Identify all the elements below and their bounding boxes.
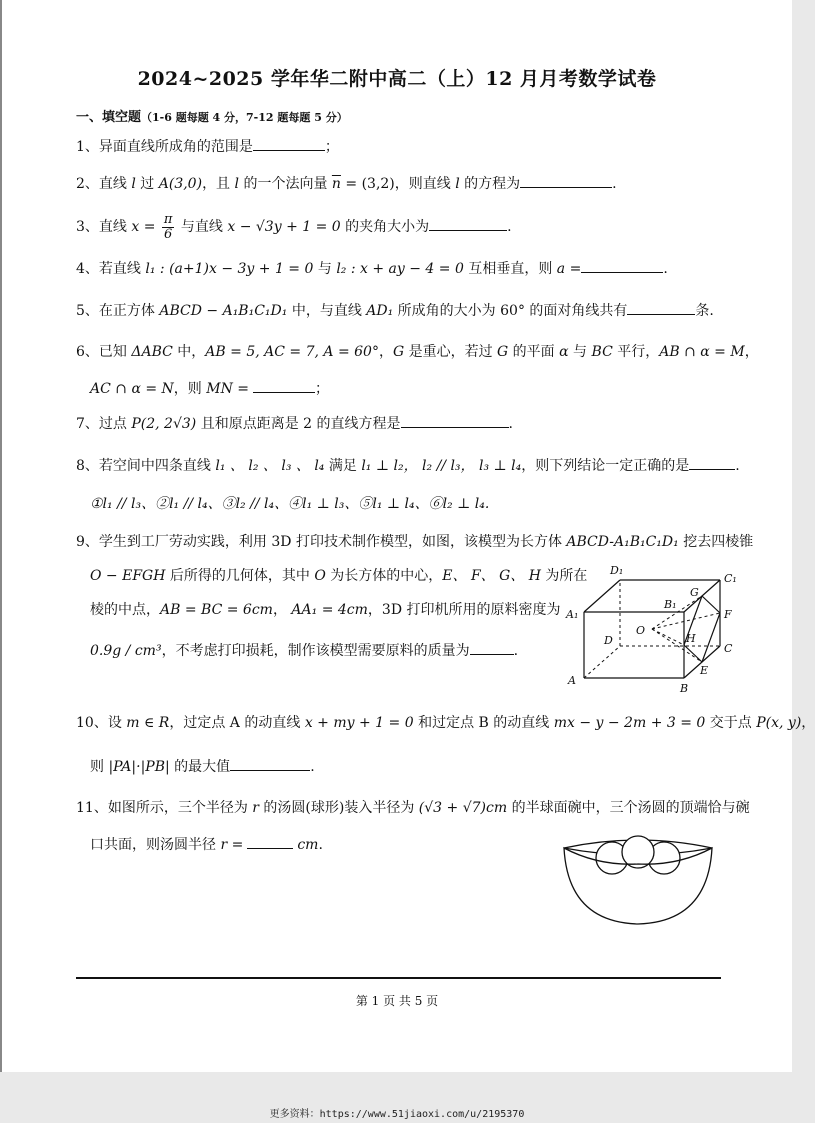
q9-text-f: 棱的中点， — [90, 602, 160, 618]
footer-rule — [76, 977, 721, 979]
answer-blank-6 — [253, 378, 315, 393]
edge-a1d1 — [584, 580, 620, 612]
answer-blank-3 — [429, 216, 507, 231]
question-5 — [76, 300, 714, 321]
q3-equals: = — [139, 219, 160, 235]
answer-blank-1 — [253, 136, 325, 151]
question-10-line-1 — [76, 713, 815, 733]
q9-text-i: ，不考虑打印损耗，制作该模型需要原料的质量为 — [161, 643, 470, 659]
q2-line-l: l — [131, 176, 136, 192]
q7-text-b: 且和原点距离是 2 的直线方程是 — [196, 416, 401, 432]
q10-text-f: 则 — [90, 759, 109, 775]
q2-line-l-3: l — [455, 176, 460, 192]
q8-text-a: 8、若空间中四条直线 — [76, 458, 216, 474]
q8-text-c: ，则下列结论一定正确的是 — [521, 458, 690, 474]
q10-text-c: 和过定点 B 的动直线 — [413, 715, 554, 731]
q10-m: m ∈ R — [126, 715, 170, 731]
q6-triangle: ΔABC — [131, 344, 173, 360]
q11-radius: (√3 + √7)cm — [418, 800, 508, 816]
label-f: F — [724, 608, 732, 621]
edge-ad-hidden — [584, 646, 620, 678]
edge-fg — [702, 596, 720, 613]
label-c: C — [724, 642, 733, 655]
q9-end: . — [513, 643, 519, 659]
label-h: H — [686, 632, 696, 645]
q3-text-c: 的夹角大小为 — [340, 219, 430, 235]
exam-title: 2024~2025 学年华二附中高二（上）12 月月考数学试卷 — [137, 68, 657, 90]
q2-point-a: A(3,0) — [158, 176, 203, 192]
q3-end: . — [507, 219, 512, 235]
q10-point: P(x, y) — [756, 715, 802, 731]
answer-blank-11 — [247, 834, 293, 849]
q6-given: AB = 5, AC = 7, A = 60° — [205, 344, 379, 360]
q4-end: . — [663, 261, 668, 277]
q4-line-l1: l₁ : (a+1)x − 3y + 1 = 0 — [145, 261, 314, 277]
section-heading — [76, 106, 348, 125]
question-7 — [76, 413, 513, 434]
q3-line-expr: x − √3y + 1 = 0 — [227, 219, 341, 235]
question-9-line-3 — [76, 600, 561, 620]
q6-bc: BC — [591, 344, 613, 360]
source-note: 更多资料：https://www.51jiaoxi.com/u/2195370 — [269, 1109, 525, 1120]
question-1-end: ； — [324, 139, 339, 155]
q10-text-g: 的最大值 — [169, 759, 231, 775]
q10-text-d: 交于点 — [705, 715, 757, 731]
q10-eq-1: x + my + 1 = 0 — [304, 715, 414, 731]
answer-blank-4 — [581, 258, 663, 273]
label-c1: C₁ — [724, 572, 737, 585]
q10-text-a: 10、设 — [76, 715, 127, 731]
q4-text-a: 4、若直线 — [76, 261, 146, 277]
section-note: （1-6 题每题 4 分，7-12 题每题 5 分） — [141, 111, 348, 124]
question-8-options — [76, 494, 489, 514]
q2-line-l-2: l — [234, 176, 239, 192]
q5-line-ad1: AD₁ — [366, 303, 394, 319]
question-8 — [76, 455, 740, 476]
q11-r-eq: r = — [220, 837, 244, 853]
q2-end: . — [612, 176, 617, 192]
q3-text-b: 与直线 — [176, 219, 228, 235]
q6-text-g: 平行， — [612, 344, 660, 360]
q7-point: P(2, 2√3) — [131, 416, 197, 432]
q4-text-c: 互相垂直，则 — [463, 261, 557, 277]
q5-text-a: 5、在正方体 — [76, 303, 160, 319]
q10-end: . — [310, 759, 315, 775]
question-1-text: 1、异面直线所成角的范围是 — [76, 139, 253, 155]
q9-text-d: 为长方体的中心， — [325, 568, 443, 584]
label-b: B — [680, 682, 689, 695]
q9-text-h: ，3D 打印机所用的原料密度为 — [367, 602, 561, 618]
q5-end: 条. — [695, 303, 714, 319]
q7-text-a: 7、过点 — [76, 416, 132, 432]
q6-text-d: 是重心，若过 — [404, 344, 498, 360]
q3-fraction — [162, 213, 175, 242]
bowl-figure — [558, 832, 718, 932]
q4-var-a: a = — [556, 261, 582, 277]
question-9-line-1 — [76, 532, 753, 552]
question-9-line-2 — [76, 566, 587, 586]
question-1 — [76, 136, 339, 157]
q4-line-l2: l₂ : x + ay − 4 = 0 — [336, 261, 464, 277]
answer-blank-9 — [470, 640, 514, 655]
q6-g: G — [392, 344, 405, 360]
q5-text-b: 中，与直线 — [287, 303, 367, 319]
q9-o: O — [314, 568, 326, 584]
answer-blank-8 — [689, 455, 735, 470]
q8-lines: l₁ 、 l₂ 、 l₃ 、 l₄ — [215, 458, 325, 474]
q9-text-b: 挖去四棱锥 — [678, 534, 754, 550]
q6-text-b: 中， — [172, 344, 206, 360]
q11-text-b: 的汤圆(球形)装入半径为 — [258, 800, 419, 816]
q6-text-e: 的平面 — [508, 344, 560, 360]
q3-frac-den: 6 — [164, 226, 173, 242]
q8-cond: l₁ ⊥ l₂， l₂ // l₃， l₃ ⊥ l₄ — [361, 458, 522, 474]
q11-text-a: 11、如图所示，三个半径为 — [76, 800, 253, 816]
question-3 — [76, 211, 512, 243]
answer-blank-2 — [520, 173, 612, 188]
q6-end: ； — [315, 381, 330, 397]
q6-inter-1: AB ∩ α = M — [659, 344, 745, 360]
q10-expr: |PA|·|PB| — [108, 759, 170, 775]
label-b1: B₁ — [664, 598, 677, 611]
q9-density: 0.9g / cm³ — [90, 643, 162, 659]
q2-text-b: 过 — [135, 176, 159, 192]
q11-unit: cm — [297, 837, 319, 853]
q11-r: r — [252, 800, 259, 816]
question-9-line-4 — [76, 640, 518, 661]
tangyuan-middle — [622, 836, 654, 868]
section-label: 一、填空题 — [76, 110, 142, 125]
q2-text-d: 的一个法向量 — [239, 176, 332, 192]
q6-alpha: α — [559, 344, 569, 360]
q7-end: . — [508, 416, 513, 432]
q9-text-a: 9、学生到工厂劳动实践，利用 3D 打印技术制作模型，如图，该模型为长方体 — [76, 534, 567, 550]
label-o: O — [636, 624, 646, 637]
q2-text-f: 的方程为 — [459, 176, 521, 192]
q6-g-2: G — [497, 344, 509, 360]
q3-frac-num: π — [163, 211, 173, 227]
question-6-line-2 — [76, 378, 329, 399]
question-10-line-2 — [76, 756, 315, 777]
q10-text-e: ， — [801, 715, 815, 731]
cuboid-figure — [560, 560, 740, 700]
label-d1: D₁ — [610, 564, 624, 577]
q9-dims: AB = BC = 6cm — [160, 602, 273, 618]
q11-end: . — [318, 837, 323, 853]
q6-text-a: 6、已知 — [76, 344, 132, 360]
question-11-line-2 — [76, 834, 323, 855]
q9-text-c: 后所得的几何体，其中 — [165, 568, 315, 584]
q3-text-a: 3、直线 — [76, 219, 132, 235]
question-4 — [76, 258, 668, 279]
label-e: E — [700, 664, 709, 677]
q11-text-c: 的半球面碗中，三个汤圆的顶端恰与碗 — [507, 800, 750, 816]
edge-he — [684, 645, 702, 662]
q2-normal-vector: $\overline{n}$ — [331, 176, 341, 192]
question-11-line-1 — [76, 798, 750, 818]
q9-text-e: 为所在 — [540, 568, 588, 584]
q6-inter-2: AC ∩ α = N — [90, 381, 174, 397]
q6-text-h: ， — [744, 344, 759, 360]
q10-text-b: ，过定点 A 的动直线 — [169, 715, 305, 731]
q9-efgh: E、 F、 G、 H — [442, 568, 541, 584]
q5-cube: ABCD − A₁B₁C₁D₁ — [159, 303, 288, 319]
q11-text-d: 口共面，则汤圆半径 — [90, 837, 221, 853]
q2-text-c: ，且 — [202, 176, 235, 192]
label-g: G — [690, 586, 699, 599]
answer-blank-7 — [401, 413, 509, 428]
q9-pyramid: O − EFGH — [90, 568, 166, 584]
q2-text-e: = (3,2)，则直线 — [340, 176, 456, 192]
q8-end: . — [735, 458, 740, 474]
q8-text-b: 满足 — [324, 458, 362, 474]
question-6-line-1 — [76, 342, 759, 362]
edge-oh-hidden — [652, 629, 684, 645]
q2-text-a: 2、直线 — [76, 176, 132, 192]
q9-text-g: ， — [272, 602, 292, 618]
q6-text-i: ，则 — [173, 381, 207, 397]
q4-text-b: 与 — [313, 261, 337, 277]
label-a1: A₁ — [566, 608, 579, 621]
answer-blank-10 — [230, 756, 310, 771]
q8-options-text: ①l₁ // l₃、②l₁ // l₄、③l₂ // l₄、④l₁ ⊥ l₃、⑤l₁ ⊥ l₄、⑥l₂ ⊥ l₄. — [90, 496, 490, 512]
q9-box: ABCD-A₁B₁C₁D₁ — [566, 534, 679, 550]
q6-text-c: ， — [378, 344, 393, 360]
q9-aa1: AA₁ = 4cm — [291, 602, 368, 618]
q6-mn: MN = — [206, 381, 250, 397]
q6-text-f: 与 — [568, 344, 592, 360]
answer-blank-5 — [627, 300, 695, 315]
q5-text-c: 所成角的大小为 60° 的面对角线共有 — [393, 303, 628, 319]
question-2 — [76, 173, 617, 194]
label-d: D — [604, 634, 613, 647]
q10-eq-2: mx − y − 2m + 3 = 0 — [553, 715, 706, 731]
page-number: 第 1 页 共 5 页 — [355, 994, 439, 1008]
q3-var-x: x — [131, 219, 140, 235]
edge-of-hidden — [652, 613, 720, 629]
label-a: A — [568, 674, 576, 687]
